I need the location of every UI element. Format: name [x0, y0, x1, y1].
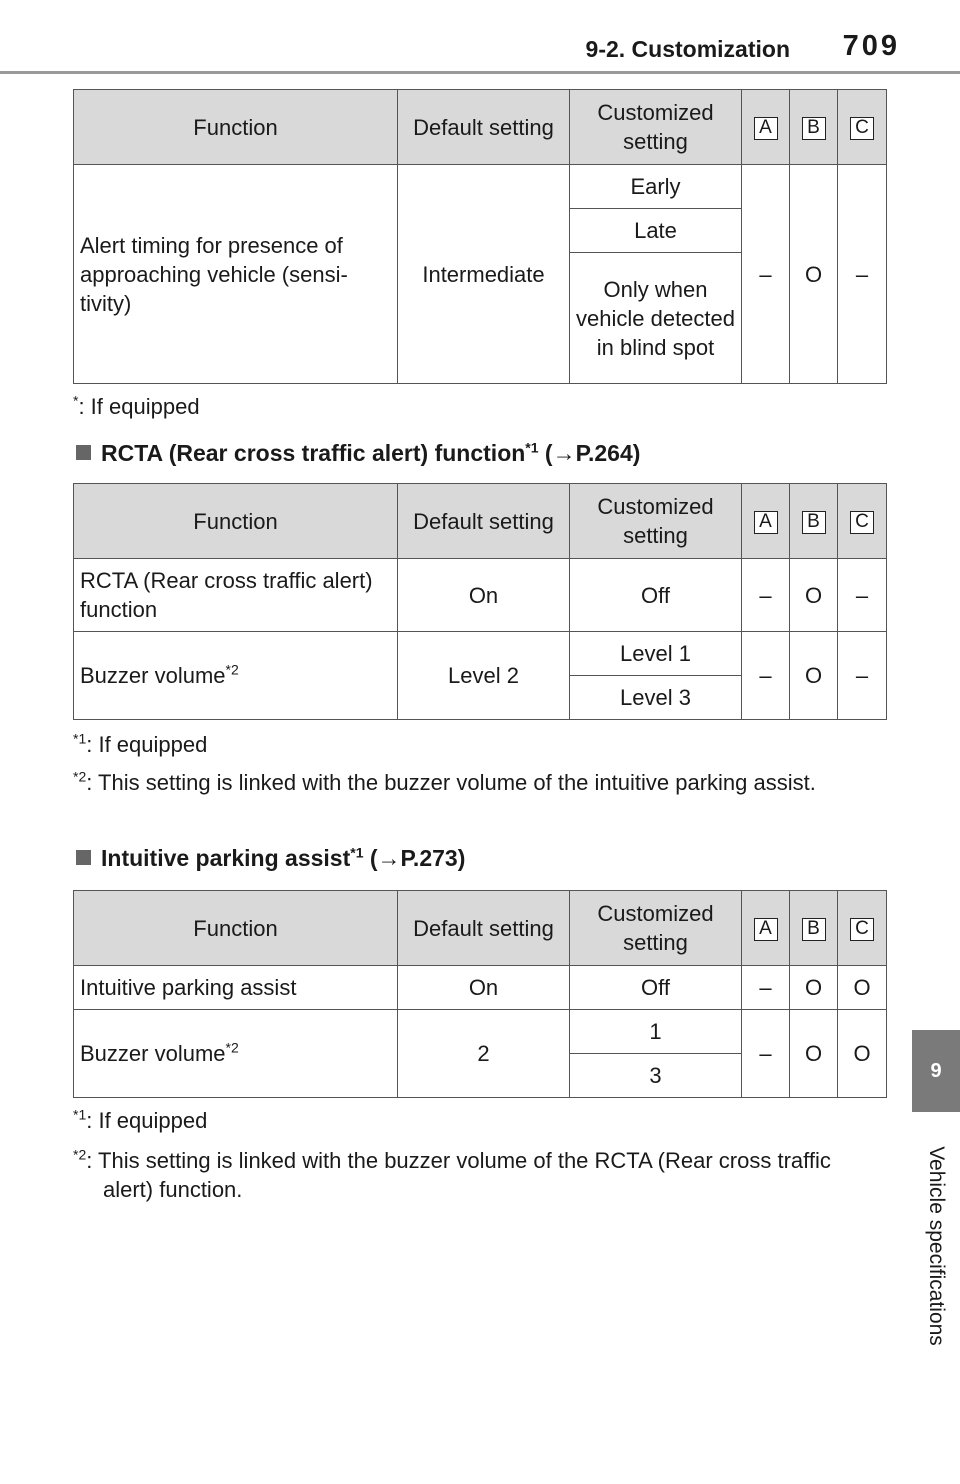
a-cell: –	[742, 165, 790, 384]
col-b: B	[790, 891, 838, 966]
chapter-number: 9	[930, 1059, 942, 1082]
col-custom: Customized setting	[570, 484, 742, 559]
b-cell: O	[790, 1010, 838, 1098]
col-default: Default setting	[398, 891, 570, 966]
parking-assist-table	[73, 890, 887, 1098]
table-row	[74, 966, 887, 1010]
function-cell: Alert timing for presence of approaching vehicle (sensi-tivity)	[74, 165, 398, 384]
table-header-row	[74, 891, 887, 966]
col-c: C	[838, 891, 887, 966]
option-cell: Off	[570, 966, 742, 1010]
footnote: *: If equipped	[73, 392, 200, 419]
header-divider	[0, 71, 960, 74]
option-cell: 3	[570, 1054, 742, 1098]
table-row	[74, 559, 887, 632]
default-cell: Level 2	[398, 632, 570, 720]
function-cell: Intuitive parking assist	[74, 966, 398, 1010]
section-heading-ipa: Intuitive parking assist$^{*1}$ (→P.273)	[76, 845, 465, 872]
col-b: B	[790, 484, 838, 559]
a-cell: –	[742, 966, 790, 1010]
function-cell: RCTA (Rear cross traffic alert) function	[74, 559, 398, 632]
col-function: Function	[74, 891, 398, 966]
table-row	[74, 1010, 887, 1054]
a-cell: –	[742, 1010, 790, 1098]
b-cell: O	[790, 966, 838, 1010]
col-b: B	[790, 90, 838, 165]
c-cell: O	[838, 1010, 887, 1098]
col-custom: Customized setting	[570, 90, 742, 165]
default-cell: Intermediate	[398, 165, 570, 384]
default-cell: 2	[398, 1010, 570, 1098]
square-bullet-icon	[76, 445, 91, 460]
default-cell: On	[398, 559, 570, 632]
col-a: A	[742, 484, 790, 559]
b-cell: O	[790, 559, 838, 632]
arrow-icon: →	[552, 440, 576, 466]
section-heading-rcta: RCTA (Rear cross traffic alert) function$^{*1}$ (→P.264)	[76, 440, 640, 467]
sensitivity-table	[73, 89, 887, 384]
col-default: Default setting	[398, 484, 570, 559]
col-c: C	[838, 90, 887, 165]
col-custom: Customized setting	[570, 891, 742, 966]
a-cell: –	[742, 632, 790, 720]
footnote: $^{*1}$: If equipped	[73, 1106, 208, 1133]
footnote: $^{*2}$: This setting is linked with the buzzer volume of the RCTA (Rear cross traffic alert) function.	[73, 1146, 831, 1202]
c-cell: O	[838, 966, 887, 1010]
c-cell: –	[838, 165, 887, 384]
col-default: Default setting	[398, 90, 570, 165]
option-cell: Late	[570, 209, 742, 253]
function-cell: Buzzer volume$^{*2}$	[74, 632, 398, 720]
section-title: 9-2. Customization	[585, 36, 790, 62]
b-cell: O	[790, 165, 838, 384]
col-a: A	[742, 891, 790, 966]
col-function: Function	[74, 484, 398, 559]
chapter-label: Vehicle specifications	[925, 1146, 948, 1346]
table-row	[74, 632, 887, 676]
col-a: A	[742, 90, 790, 165]
page-number: 709	[842, 30, 900, 62]
table-header-row	[74, 90, 887, 165]
footnote: $^{*2}$: This setting is linked with the buzzer volume of the intuitive parking assist.	[73, 768, 816, 795]
option-cell: Only when vehicle detected in blind spot	[570, 253, 742, 384]
col-function: Function	[74, 90, 398, 165]
footnote: $^{*1}$: If equipped	[73, 730, 208, 757]
col-c: C	[838, 484, 887, 559]
rcta-table	[73, 483, 887, 720]
default-cell: On	[398, 966, 570, 1010]
c-cell: –	[838, 559, 887, 632]
chapter-tab	[912, 1030, 960, 1112]
table-row	[74, 165, 887, 209]
function-cell: Buzzer volume$^{*2}$	[74, 1010, 398, 1098]
c-cell: –	[838, 632, 887, 720]
option-cell: 1	[570, 1010, 742, 1054]
option-cell: Early	[570, 165, 742, 209]
option-cell: Level 1	[570, 632, 742, 676]
a-cell: –	[742, 559, 790, 632]
option-cell: Level 3	[570, 676, 742, 720]
b-cell: O	[790, 632, 838, 720]
square-bullet-icon	[76, 850, 91, 865]
arrow-icon: →	[377, 845, 401, 871]
option-cell: Off	[570, 559, 742, 632]
table-header-row	[74, 484, 887, 559]
